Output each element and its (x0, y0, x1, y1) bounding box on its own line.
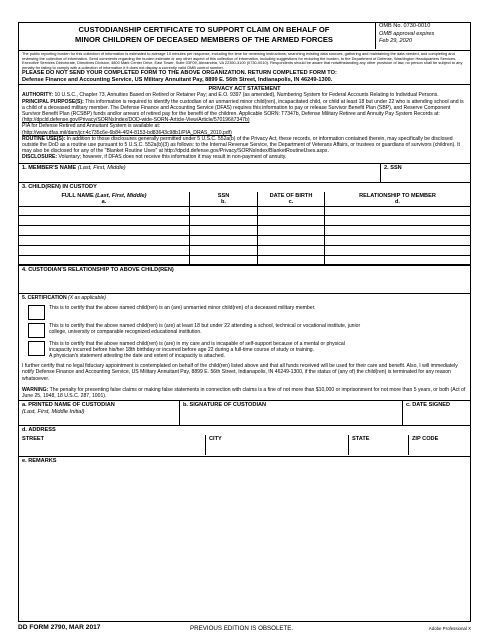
member-name-hint: (Last, First, Middle) (77, 164, 126, 171)
sorn-link[interactable]: (http://dpcld.defense.gov/Privacy/SORNsIndex/DOD-wide-SORN-Article-View/Article/570196/t7347b) (22, 117, 250, 124)
member-ssn-label: 2. SSN (384, 164, 402, 171)
child-relationship-cell[interactable] (325, 226, 471, 236)
zip-field[interactable]: ZIP CODE (408, 435, 470, 455)
form-number: DD FORM 2790, MAR 2017 (18, 624, 101, 631)
child-relationship-cell[interactable] (325, 255, 471, 265)
return-instructions (19, 70, 470, 85)
child-dob-cell[interactable] (258, 255, 325, 265)
purpose-text: This information is required to identify the custodian of an unmarried minor child(ren), incapacitated child, or child at least 18 but under 22 who is attending school and is a child of a deceased military member. The Defense Finance and Accounting Service (DFAS) requires this information to pay or release Survivor Benefit Plan (SBP), and Reserve Component Survivor Benefit Plan (RCSBP) funds and/or arrears of retired pay for the benefit of the children. Applicable SORN: T7347b, Defense Military Retiree and Annuity Pay System Records at: (22, 98, 464, 117)
disclosure-label: DISCLOSURE: (22, 154, 58, 161)
signature-row (19, 401, 470, 426)
pia-text: PIA for Defense Retired and Annuitant System is available at: (22, 123, 161, 130)
return-line-2: Defense Finance and Accounting Service, US Military Annuitant Pay, 8899 E. 56th Street, Indianapolis, IN 46249-1300. (22, 76, 333, 83)
child-dob-cell[interactable] (258, 206, 325, 216)
omb-number: OMB No. 0730-0010 (379, 23, 431, 29)
burden-statement: The public reporting burden for this collection of information is estimated to average 10 minutes per response, including the time for reviewing instructions, searching existing data sources, gathering and maintaining the data needed, and completing and reviewing the collection of information. Send comments regarding the burden estimate or any other aspect of this collection of information, including suggestions for reducing the burden, to the Department of Defense, Washington Headquarters Services, Executive Services Directorate, Directives Division, 4800 Mark Center Drive, East Tower, Suite 03F09, Alexandria, VA 22350-3100 (0730-0010). Respondents should be aware that notwithstanding any other provision of law, no person shall be subject to any penalty for failing to comply with a collection of information if it does not display a currently valid OMB control number. (22, 51, 463, 70)
certification-option-1: This is to certify that the above named child(ren) is an (are) unmarried minor child(ren) of a deceased military member. (28, 305, 467, 320)
form-footer (18, 623, 471, 635)
child-relationship-cell[interactable] (325, 245, 471, 255)
child-ssn-cell[interactable] (190, 216, 258, 226)
member-row (19, 164, 470, 183)
routine-text: In addition to those disclosures generally permitted under 5 U.S.C. 552a(b) of the Privacy Act, these records, or information contained therein, may specifically be disclosed outside the DoD as a routine use pursuant to 5 U.S.C. 552a(b)(3) as follows: to the Internal Revenue Service, the Department of Veterans Affairs, or trustees or guardians of survivors (children). It may also be disclosed for any of the "Blanket Routine Uses" at http://dpcld.defense.gov/Privacy/SORNsIndex/BlanketRoutineUses.aspx. (22, 135, 460, 155)
authority-label: AUTHORITY: (22, 92, 54, 99)
privacy-heading: PRIVACY ACT STATEMENT (208, 86, 281, 93)
child-name-cell[interactable] (19, 245, 190, 255)
member-name-label: 1. MEMBER'S NAME (22, 164, 77, 171)
child-relationship-cell[interactable] (325, 216, 471, 226)
custodian-relationship-field[interactable] (19, 266, 470, 293)
col-relationship: RELATIONSHIP TO MEMBER d. (325, 192, 471, 207)
street-field[interactable]: STREET (22, 436, 45, 443)
certification-option-2: This is to certify that the above named child(ren) is (are) at least 18 but under 22 attending a school, technical or vocational institute, junior college, university or comparable recognized educational institution. (28, 323, 467, 338)
child-dob-cell[interactable] (258, 236, 325, 246)
child-relationship-cell[interactable] (325, 206, 471, 216)
omb-expires-date: Feb 29, 2020 (379, 38, 412, 45)
remarks-field[interactable] (19, 457, 470, 466)
certification-section (19, 294, 470, 401)
custodian-relationship-row (19, 266, 470, 294)
date-signed-field[interactable] (402, 401, 470, 425)
child-dob-cell[interactable] (258, 226, 325, 236)
table-row (19, 236, 470, 246)
previous-edition-note: PREVIOUS EDITION IS OBSOLETE. (190, 625, 294, 632)
col-date-of-birth: DATE OF BIRTH c. (258, 192, 325, 207)
title-line-1: CUSTODIANSHIP CERTIFICATE TO SUPPORT CLAIM ON BEHALF OF (78, 25, 330, 34)
checkbox-minor-child[interactable] (28, 305, 45, 320)
col-ssn: SSN b. (190, 192, 258, 207)
member-ssn-field[interactable] (380, 164, 470, 182)
pia-link[interactable]: (http://www.dfas.mil/dam/jcr:4c735c6e-6b84-4f24-8153-bd83643c98b1/PIA_DRAS_2010.pdf) (22, 129, 232, 136)
child-ssn-cell[interactable] (190, 245, 258, 255)
privacy-act-statement (19, 85, 470, 163)
title-line-2: MINOR CHILDREN OF DECEASED MEMBERS OF THE ARMED FORCES (75, 34, 333, 44)
authority-text: 10 U.S.C., Chapter 73, Annuities Based on Retired or Retainer Pay; and E.O. 9397 (as amended), Numbering System for Federal Accounts Relating to Individual Persons. (53, 92, 439, 99)
children-label: 3. CHILD(REN) IN CUSTODY (22, 183, 97, 190)
child-ssn-cell[interactable] (190, 226, 258, 236)
form-header (19, 23, 470, 51)
signature-label: b. SIGNATURE OF CUSTODIAN (183, 402, 267, 409)
state-field[interactable]: STATE (348, 435, 408, 455)
address-section (19, 426, 470, 457)
form-title (39, 25, 369, 44)
table-row (19, 226, 470, 236)
printed-name-field[interactable] (19, 401, 179, 425)
col-full-name: FULL NAME (Last, First, Middle) a. (19, 192, 190, 207)
printed-name-hint: (Last, First, Middle Initial) (22, 409, 85, 416)
checkbox-incapacitated-child[interactable] (28, 341, 45, 356)
table-row (19, 245, 470, 255)
child-name-cell[interactable] (19, 226, 190, 236)
form-page (18, 22, 471, 622)
member-name-field[interactable] (19, 164, 380, 182)
omb-box (375, 23, 470, 49)
omb-expires-label: OMB approval expires (379, 30, 435, 37)
children-section (19, 183, 470, 267)
software-note: Adobe Professional X (428, 626, 471, 631)
purpose-label: PRINCIPAL PURPOSE(S): (22, 98, 84, 105)
printed-name-label: a. PRINTED NAME OF CUSTODIAN (22, 402, 115, 409)
warning-statement: WARNING: The penalty for presenting false claims or making false statements in connection with claims is a fine of not more than $10,000 or imprisonment for not more than 5 years, or both (Act of June 25, 1948, 18 U.S.C. 287, 1001). (22, 386, 466, 400)
child-ssn-cell[interactable] (190, 206, 258, 216)
certification-option-3: This is to certify that the above named child(ren) is (are) in my care and is incapable of self-support because of a mental or physical incapacity incurred before his/her 18th birthday or incurred before age 22 during a full-time course of study or training. A physician's statement attesting the date and extent of incapacity is attached. (28, 341, 467, 360)
child-relationship-cell[interactable] (325, 236, 471, 246)
child-name-cell[interactable] (19, 255, 190, 265)
child-name-cell[interactable] (19, 206, 190, 216)
child-dob-cell[interactable] (258, 245, 325, 255)
table-row (19, 206, 470, 216)
city-field[interactable]: CITY (205, 435, 348, 455)
certification-label: 5. CERTIFICATION (22, 295, 67, 302)
table-row (19, 216, 470, 226)
table-row (19, 255, 470, 265)
signature-field[interactable] (179, 401, 402, 425)
custodian-relationship-label: 4. CUSTODIAN'S RELATIONSHIP TO ABOVE CHILD(REN) (22, 267, 174, 274)
child-ssn-cell[interactable] (190, 236, 258, 246)
return-line-1: PLEASE DO NOT SEND YOUR COMPLETED FORM TO THE ABOVE ORGANIZATION. RETURN COMPLETED FORM TO: (22, 70, 337, 77)
fiduciary-statement: I further certify that no legal fiduciary appointment is contemplated on behalf of the child(ren) listed above and that all funds received will be used for their care and benefit. Also, I will immediately notify Defense Finance and Accounting Service, US Military Annuitant Pay, 8899 E. 56th Street, Indianapolis, IN 46249-1300, if the status of (any of) the child(ren) is terminated for any reason whatsoever. (22, 363, 458, 382)
child-name-cell[interactable] (19, 236, 190, 246)
address-label: d. ADDRESS (22, 427, 56, 434)
child-dob-cell[interactable] (258, 216, 325, 226)
child-name-cell[interactable] (19, 216, 190, 226)
children-table (19, 192, 470, 266)
checkbox-student-child[interactable] (28, 323, 45, 338)
disclosure-text: Voluntary; however, if DFAS does not receive this information it may result in non-payment of annuity. (57, 154, 287, 161)
certification-hint: (X as applicable) (68, 295, 106, 302)
remarks-label: e. REMARKS (22, 458, 57, 465)
routine-label: ROUTINE USE(S): (22, 135, 66, 142)
child-ssn-cell[interactable] (190, 255, 258, 265)
date-signed-label: c. DATE SIGNED (406, 402, 451, 409)
